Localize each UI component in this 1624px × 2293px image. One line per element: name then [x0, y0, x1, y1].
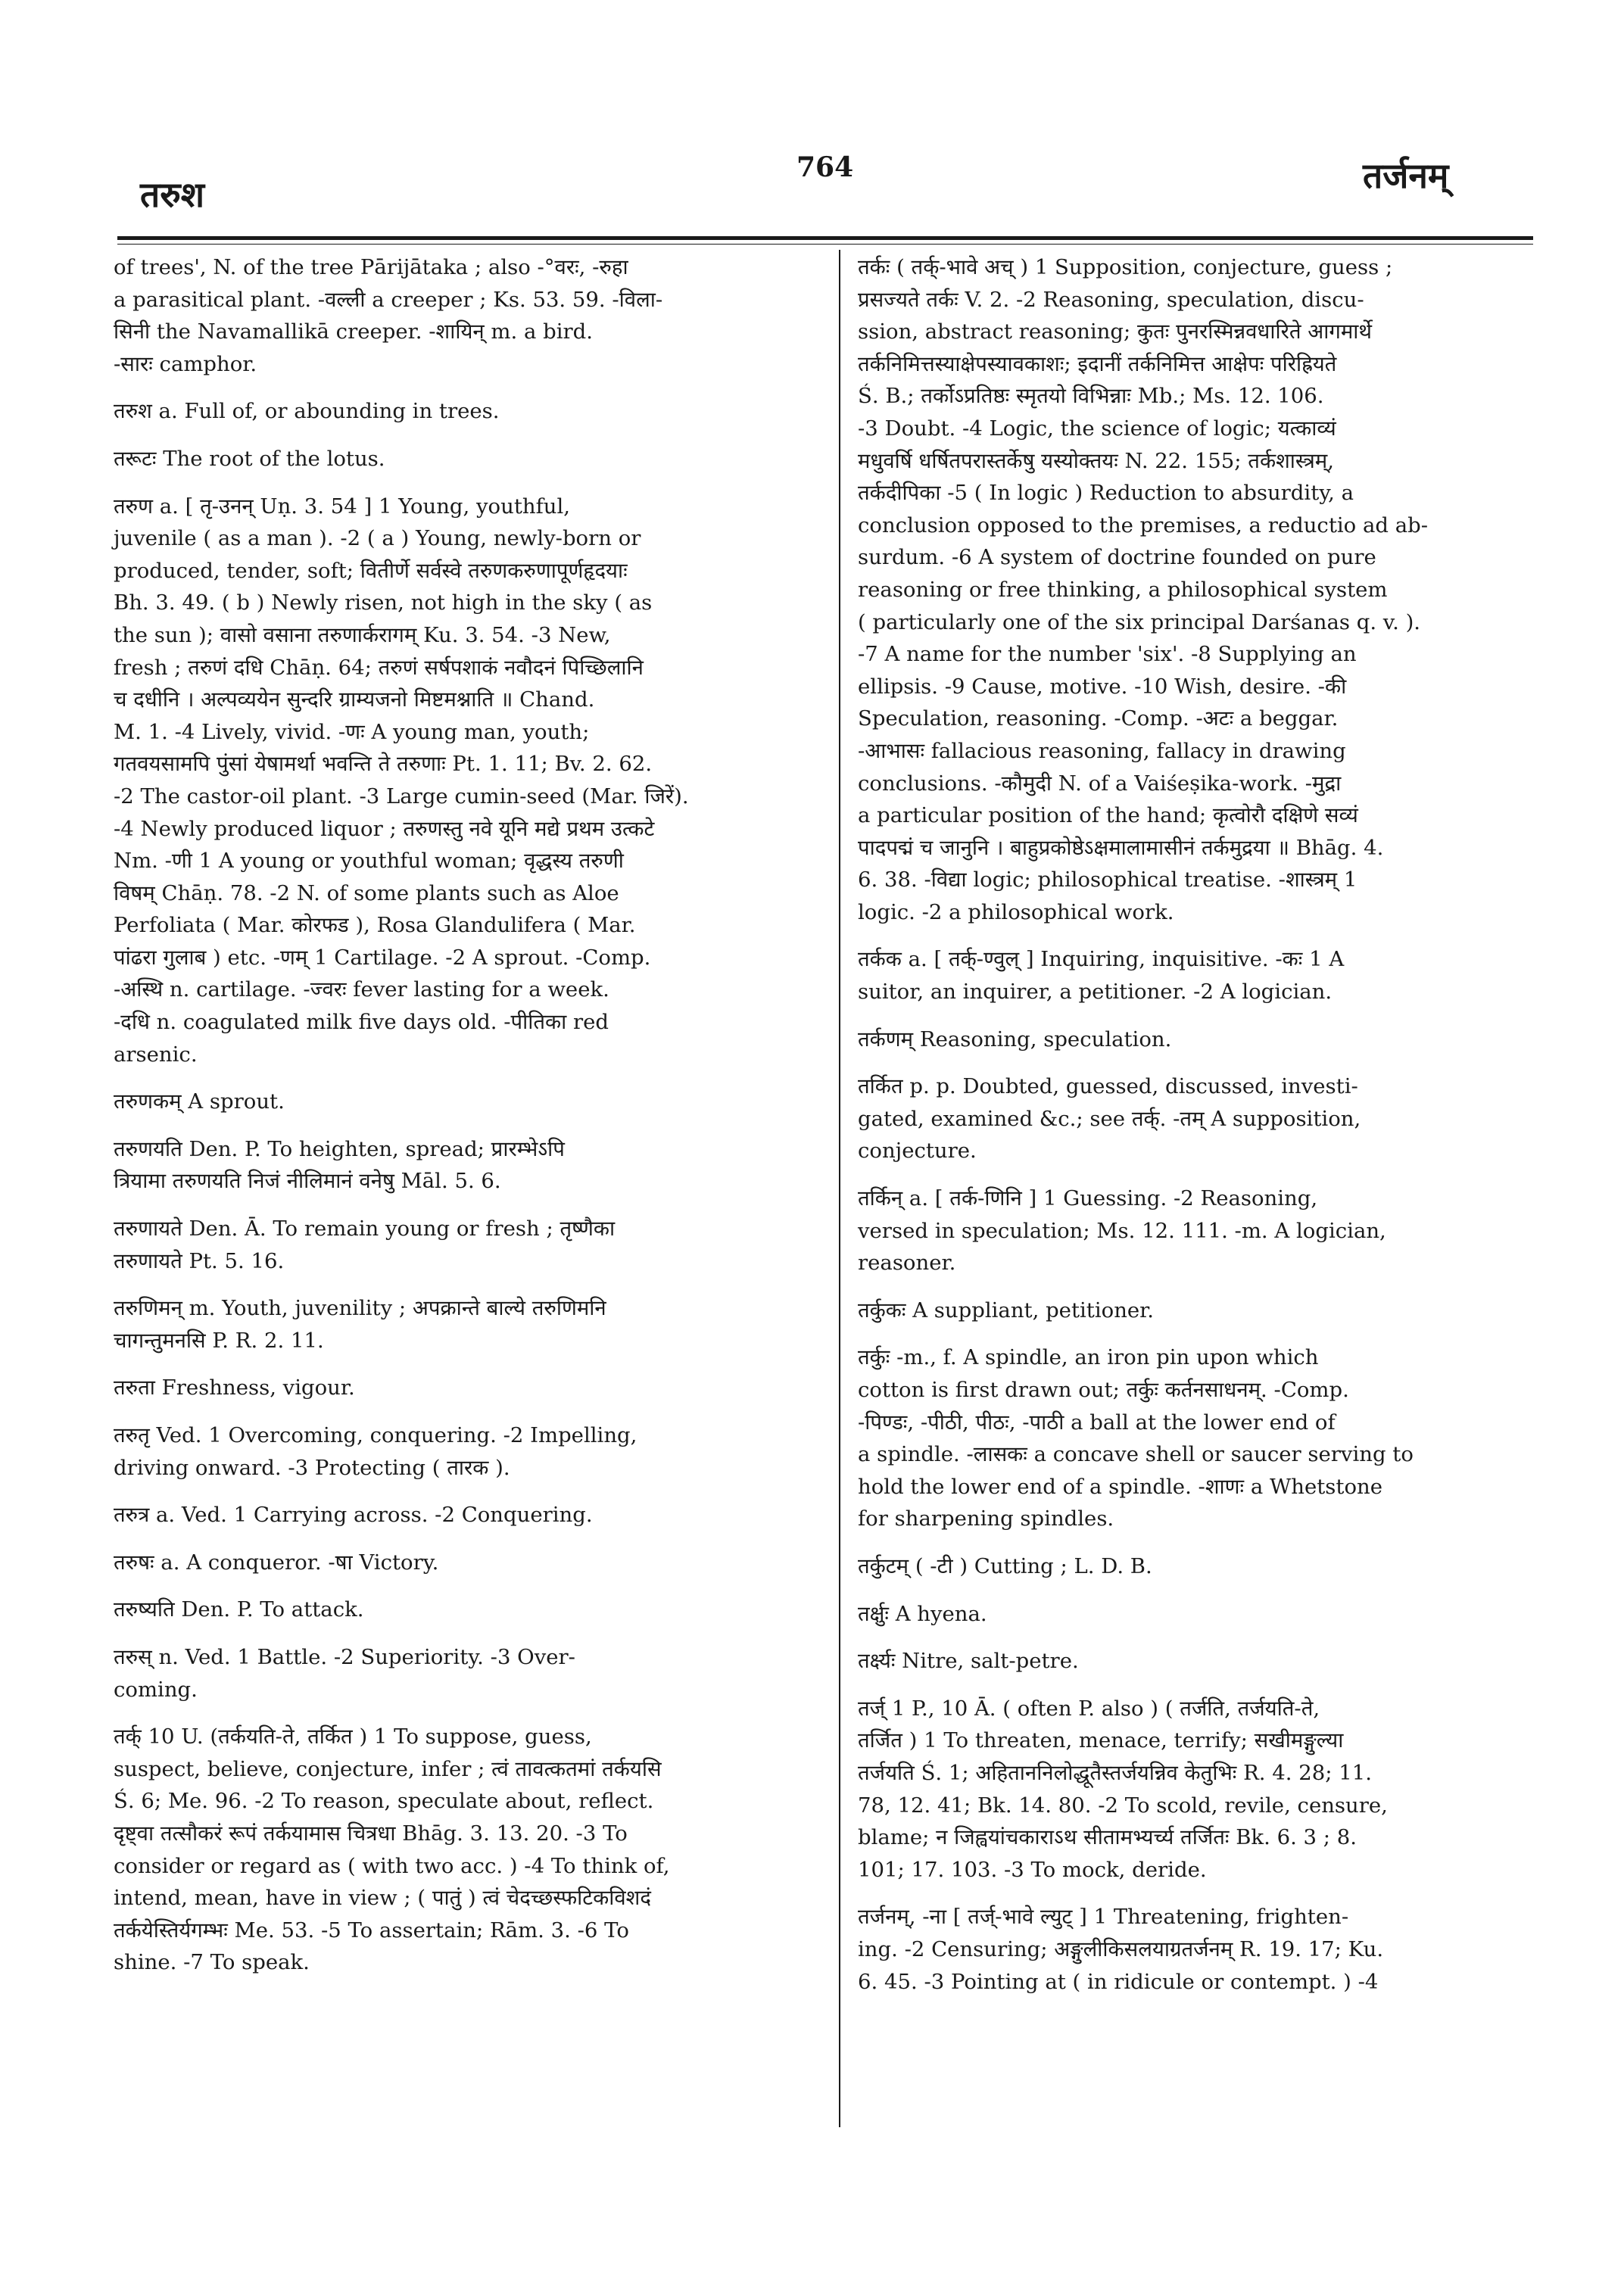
- entry-gap: [858, 1678, 1532, 1693]
- text-line: दृष्ट्वा तत्सौकरं रूपं तर्कयामास चित्रधा Bhāg. 3. 13. 20. -3 To: [114, 1821, 628, 1846]
- text-line: तरुणायते Den. Ā. To remain young or fresh ; तृष्णैका: [114, 1217, 616, 1242]
- entry-gap: [114, 1198, 818, 1213]
- text-line: तरुषः a. A conqueror. -षा Victory.: [114, 1550, 439, 1575]
- text-line: -आभासः fallacious reasoning, fallacy in drawing: [858, 738, 1346, 763]
- text-line: तर्किन् a. [ तर्क-णिनि ] 1 Guessing. -2 Reasoning,: [858, 1186, 1318, 1211]
- text-line: तरुष्यति Den. P. To attack.: [114, 1597, 364, 1622]
- text-line: तरुस् n. Ved. 1 Battle. -2 Superiority. -3 Over-: [114, 1644, 575, 1669]
- entry-gap: [858, 1886, 1532, 1901]
- text-line: conclusion opposed to the premises, a reductio ad ab-: [858, 512, 1429, 537]
- text-line: a parasitical plant. -वल्ली a creeper ; Ks. 53. 59. -विला-: [114, 287, 663, 312]
- text-line: intend, mean, have in view ; ( पातुं ) त्वं चेदच्छस्फटिकविशदं: [114, 1886, 651, 1911]
- text-line: ( particularly one of the six principal Darśanas q. v. ).: [858, 609, 1421, 634]
- text-line: 78, 12. 41; Bk. 14. 80. -2 To scold, revile, censure,: [858, 1793, 1388, 1818]
- entry-gap: [114, 1578, 818, 1594]
- text-line: conjecture.: [858, 1139, 977, 1164]
- text-line: cotton is first drawn out; तर्कुः कर्तनसाधनम्. -Comp.: [858, 1378, 1349, 1402]
- text-line: तर्कणम् Reasoning, speculation.: [858, 1027, 1172, 1051]
- text-line: driving onward. -3 Protecting ( तारक ).: [114, 1455, 510, 1480]
- text-line: तर्जनम्, -ना [ तर्ज्-भावे ल्युट् ] 1 Threatening, frighten-: [858, 1905, 1349, 1930]
- text-line: Ś. B.; तर्कोऽप्रतिष्ठः स्मृतयो विभिन्नाः Mb.; Ms. 12. 106.: [858, 384, 1324, 409]
- column-divider: [839, 250, 840, 2127]
- text-line: मधुवर्षि धर्षितपरास्तर्केषु यस्योक्तयः N. 22. 155; तर्कशास्त्रम्,: [858, 448, 1334, 473]
- page-number: 764: [796, 151, 854, 183]
- entry-gap: [114, 380, 818, 395]
- text-line: fresh ; तरुणं दधि Chāṇ. 64; तरुणं सर्षपशाकं नवौदनं पिच्छिलानि: [114, 655, 644, 680]
- entry-gap: [858, 1167, 1532, 1182]
- text-line: blame; न जिह्वयांचकाराऽथ सीतामभ्यर्च्य तर्जितः Bk. 6. 3 ; 8.: [858, 1825, 1357, 1850]
- text-line: तरुतृ Ved. 1 Overcoming, conquering. -2 Impelling,: [114, 1423, 637, 1447]
- text-line: गतवयसामपि पुंसां येषामर्था भवन्ति ते तरुणाः Pt. 1. 11; Bv. 2. 62.: [114, 752, 653, 777]
- text-line: versed in speculation; Ms. 12. 111. -m. A logician,: [858, 1218, 1386, 1243]
- text-line: reasoning or free thinking, a philosophical system: [858, 577, 1388, 602]
- text-line: तरुणकम् A sprout.: [114, 1089, 285, 1114]
- text-line: सिनी the Navamallikā creeper. -शायिन् m. a bird.: [114, 319, 594, 344]
- entry-gap: [114, 1531, 818, 1547]
- text-line: produced, tender, soft; वितीर्णे सर्वस्वे तरुणकरुणापूर्णहृदयाः: [114, 558, 628, 583]
- text-line: Perfoliata ( Mar. कोरफड ), Rosa Glandulifera ( Mar.: [114, 913, 636, 938]
- entry-gap: [858, 1583, 1532, 1598]
- text-line: तर्कुकः A suppliant, petitioner.: [858, 1298, 1155, 1323]
- text-line: -3 Doubt. -4 Logic, the science of logic; यत्काव्यं: [858, 416, 1336, 441]
- entry-gap: [858, 1055, 1532, 1070]
- entry-gap: [114, 1706, 818, 1721]
- text-line: तर्कदीपिका -5 ( In logic ) Reduction to absurdity, a: [858, 481, 1354, 506]
- text-line: ssion, abstract reasoning; कुतः पुनरस्मिन्नवधारिते आगमार्थे: [858, 319, 1372, 344]
- text-line: -पिण्डः, -पीठी, पीठः, -पाठी a ball at the lower end of: [858, 1410, 1336, 1435]
- text-line: hold the lower end of a spindle. -शाणः a Whetstone: [858, 1474, 1382, 1499]
- text-line: arsenic.: [114, 1042, 198, 1067]
- text-line: 101; 17. 103. -3 To mock, deride.: [858, 1857, 1207, 1882]
- text-line: suspect, believe, conjecture, infer ; त्वं तावत्कतमां तर्कयसि: [114, 1756, 662, 1781]
- header-rule-thick: [117, 236, 1533, 240]
- text-line: gated, examined &c.; see तर्क्. -तम् A supposition,: [858, 1106, 1361, 1131]
- text-line: तरुणयति Den. P. To heighten, spread; प्रारम्भेऽपि: [114, 1136, 565, 1161]
- text-line: तर्क् 10 U. (तर्कयति-ते, तर्कित ) 1 To suppose, guess,: [114, 1724, 592, 1749]
- text-line: 6. 45. -3 Pointing at ( in ridicule or contempt. ) -4: [858, 1969, 1379, 1994]
- entry-gap: [114, 428, 818, 443]
- entry-gap: [858, 1008, 1532, 1023]
- entry-gap: [114, 1404, 818, 1419]
- entry-gap: [858, 1535, 1532, 1550]
- text-line: तर्जित ) 1 To threaten, menace, terrify; सखीमङ्गुल्या: [858, 1728, 1344, 1753]
- text-line: चागन्तुमनसि P. R. 2. 11.: [114, 1328, 324, 1353]
- text-line: तरुता Freshness, vigour.: [114, 1375, 355, 1400]
- text-line: विषम् Chāṇ. 78. -2 N. of some plants such as Aloe: [114, 880, 619, 905]
- text-line: तर्जयति Ś. 1; अहिताननिलोद्धूतैस्तर्जयन्निव केतुभिः R. 4. 28; 11.: [858, 1760, 1372, 1785]
- text-line: ing. -2 Censuring; अङ्गुलीकिसलयाग्रतर्जनम् R. 19. 17; Ku.: [858, 1936, 1384, 1961]
- entry-gap: [858, 1630, 1532, 1645]
- text-line: तरुणिमन् m. Youth, juvenility ; अपक्रान्ते बाल्ये तरुणिमनि: [114, 1296, 606, 1321]
- text-line: प्रसज्यते तर्कः V. 2. -2 Reasoning, speculation, discu-: [858, 287, 1364, 312]
- text-line: तर्क्ष्यः Nitre, salt-petre.: [858, 1649, 1079, 1674]
- text-line: तर्कुटम् ( -टी ) Cutting ; L. D. B.: [858, 1553, 1152, 1578]
- entry-gap: [858, 1326, 1532, 1341]
- text-line: च दधीनि । अल्पव्ययेन सुन्दरि ग्राम्यजनो मिष्टमश्नाति ॥ Chand.: [114, 687, 595, 712]
- text-line: -सारः camphor.: [114, 351, 257, 376]
- text-line: तर्कः ( तर्क्-भावे अच् ) 1 Supposition, conjecture, guess ;: [858, 255, 1393, 279]
- entry-gap: [858, 1279, 1532, 1294]
- entry-gap: [114, 1070, 818, 1086]
- entry-gap: [114, 1357, 818, 1372]
- header-rule-thin: [117, 244, 1533, 245]
- text-line: coming.: [114, 1677, 198, 1702]
- text-line: 6. 38. -विद्या logic; philosophical treatise. -शास्त्रम् 1: [858, 868, 1357, 893]
- text-line: Ś. 6; Me. 96. -2 To reason, speculate about, reflect.: [114, 1789, 654, 1814]
- text-line: the sun ); वासो वसाना तरुणार्करागम् Ku. 3. 54. -3 New,: [114, 622, 611, 647]
- text-line: consider or regard as ( with two acc. ) -4 To think of,: [114, 1853, 670, 1878]
- text-line: तर्कक a. [ तर्क्-ण्वुल् ] Inquiring, inquisitive. -कः 1 A: [858, 947, 1345, 972]
- entry-gap: [114, 1277, 818, 1292]
- text-line: M. 1. -4 Lively, vivid. -णः A young man, youth;: [114, 719, 590, 744]
- text-line: तर्कयेस्तिर्यगम्भः Me. 53. -5 To assertain; Rām. 3. -6 To: [114, 1918, 629, 1943]
- text-line: Bh. 3. 49. ( b ) Newly risen, not high in the sky ( as: [114, 590, 653, 615]
- text-line: for sharpening spindles.: [858, 1506, 1114, 1531]
- text-line: तरुणायते Pt. 5. 16.: [114, 1248, 285, 1273]
- entry-gap: [114, 475, 818, 491]
- text-line: तरुत्र a. Ved. 1 Carrying across. -2 Conquering.: [114, 1503, 593, 1528]
- text-line: तर्कुः -m., f. A spindle, an iron pin upon which: [858, 1345, 1319, 1370]
- text-line: Speculation, reasoning. -Comp. -अटः a beggar.: [858, 706, 1339, 731]
- entry-gap: [858, 928, 1532, 943]
- text-line: -दधि n. coagulated milk five days old. -पीतिका red: [114, 1010, 609, 1035]
- text-line: तरुश a. Full of, or abounding in trees.: [114, 399, 500, 424]
- left-column: [114, 251, 818, 1979]
- text-line: Nm. -णी 1 A young or youthful woman; वृद्धस्य तरुणी: [114, 849, 624, 874]
- text-line: तर्क्षुः A hyena.: [858, 1601, 987, 1626]
- header-left-word: तरुश: [140, 174, 205, 215]
- entry-gap: [114, 1118, 818, 1133]
- text-line: suitor, an inquirer, a petitioner. -2 A logician.: [858, 980, 1333, 1005]
- text-line: ellipsis. -9 Cause, motive. -10 Wish, desire. -की: [858, 674, 1347, 699]
- text-line: तरुण a. [ तृ-उनन् Uṇ. 3. 54 ] 1 Young, youthful,: [114, 494, 571, 519]
- text-line: त्रियामा तरुणयति निजं नीलिमानं वनेषु Māl. 5. 6.: [114, 1169, 501, 1194]
- text-line: -7 A name for the number 'six'. -8 Supplying an: [858, 642, 1357, 667]
- text-line: a particular position of the hand; कृत्वोरौ दक्षिणे सव्यं: [858, 803, 1358, 828]
- text-line: surdum. -6 A system of doctrine founded on pure: [858, 545, 1376, 570]
- text-line: -4 Newly produced liquor ; तरुणस्तु नवे यूनि मद्ये प्रथम उत्कटे: [114, 816, 655, 841]
- text-line: reasoner.: [858, 1251, 956, 1276]
- text-line: तर्कित p. p. Doubted, guessed, discussed, investi-: [858, 1074, 1358, 1099]
- text-line: shine. -7 To speak.: [114, 1950, 310, 1975]
- text-line: conclusions. -कौमुदी N. of a Vaiśeṣika-work. -मुद्रा: [858, 771, 1342, 796]
- text-line: तर्कनिमित्तस्याक्षेपस्यावकाशः; इदानीं तर्कनिमित्त आक्षेपः परिह्रियते: [858, 351, 1337, 376]
- text-line: -अस्थि n. cartilage. -ज्वरः fever lasting for a week.: [114, 977, 609, 1002]
- text-line: पादपद्मं च जानुनि । बाहुप्रकोष्ठेऽक्षमालामासीनं तर्कमुद्रया ॥ Bhāg. 4.: [858, 835, 1384, 860]
- text-line: of trees', N. of the tree Pārijātaka ; also -°वरः, -रुहा: [114, 255, 628, 279]
- entry-gap: [114, 1484, 818, 1499]
- text-line: तर्ज् 1 P., 10 Ā. ( often P. also ) ( तर्जति, तर्जयति-ते,: [858, 1696, 1320, 1721]
- text-line: logic. -2 a philosophical work.: [858, 899, 1174, 924]
- text-line: तरूटः The root of the lotus.: [114, 446, 385, 471]
- text-line: -2 The castor-oil plant. -3 Large cumin-seed (Mar. जिरें).: [114, 784, 689, 808]
- right-column: [858, 251, 1532, 1998]
- header-right-word: तर्जनम्: [1363, 155, 1449, 196]
- entry-gap: [114, 1626, 818, 1641]
- text-line: पांढरा गुलाब ) etc. -णम् 1 Cartilage. -2 A sprout. -Comp.: [114, 945, 651, 970]
- text-line: juvenile ( as a man ). -2 ( a ) Young, newly-born or: [114, 526, 641, 551]
- text-line: a spindle. -लासकः a concave shell or saucer serving to: [858, 1442, 1414, 1467]
